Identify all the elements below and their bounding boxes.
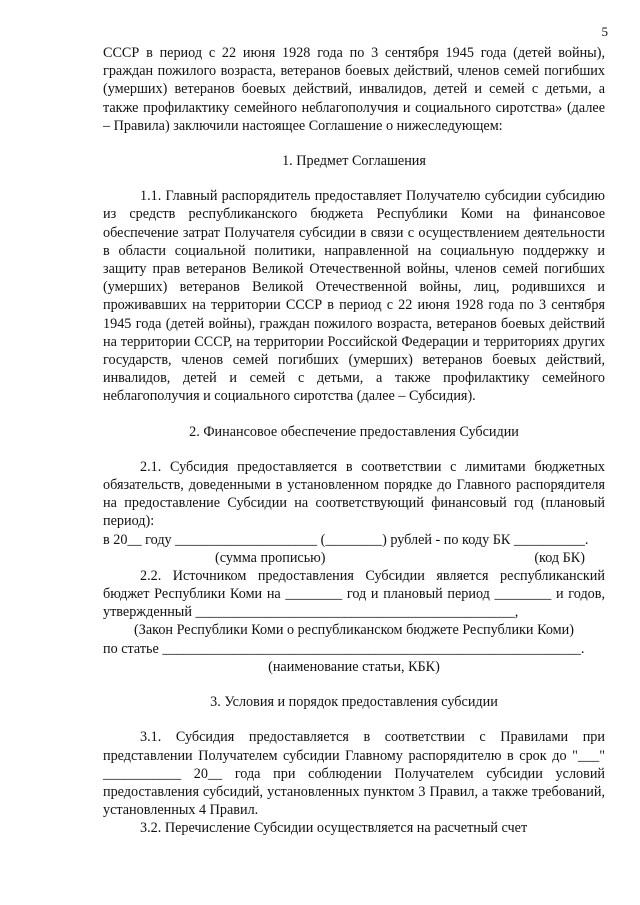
section-2-heading: 2. Финансовое обеспечение предоставления Субсидии [189,423,519,440]
paragraph-1-1: 1.1. Главный распорядитель предоставляет Получателю субсидии субсидию из средств республиканского бюджета Республики Коми на финансовое обеспечение затрат Получателя субсидии в связи с осуществлением деятельности в области социальной политики, направленной на социальную поддержку и защиту прав ветеранов Великой Отечественной войны, членов семей погибших (умерших) ветеранов Великой Отечественной войны, лиц, родившихся и проживавших на территории СССР в период с 22 июня 1928 года по 3 сентября 1945 года (детей войны), граждан пожилого возраста, ветеранов боевых действий на территории СССР, на территории Российской Федерации и территориях других государств, членов семей погибших (умерших) ветеранов боевых действий, инвалидов, детей и семей с детьми, а также профилактику семейного неблагополучия и социального сиротства (далее – Субсидия). [103,188,605,405]
law-caption: (Закон Республики Коми о республиканском бюджете Республики Коми) [134,622,574,639]
paragraph-2-2: 2.2. Источником предоставления Субсидии является республиканский бюджет Республики Коми на ________ год и плановый период ________ и годов, утвержденный _____________________________________________, [103,567,605,621]
section-3-heading: 3. Условия и порядок предоставления субсидии [210,694,498,711]
article-line: по статье ___________________________________________________________. [103,640,585,657]
article-caption: (наименование статьи, КБК) [268,658,440,675]
page-number: 5 [601,24,608,39]
paragraph-2-1: 2.1. Субсидия предоставляется в соответствии с лимитами бюджетных обязательств, доведенными в установленном порядке до Главного распорядителя на предоставление Субсидии на соответствующий финансовый год (плановый период): [103,458,605,530]
amount-captions [103,549,605,567]
document-body [103,44,605,838]
paragraph-3-1: 3.1. Субсидия предоставляется в соответствии с Правилами при представлении Получателем субсидии Главному распорядителю в срок до "___" ___________ 20__ года при соблюдении Получателем субсидии условий предоставления субсидий, установленных пунктом 3 Правил, а также требований, установленных 4 Правил. [103,729,605,819]
section-1-heading: 1. Предмет Соглашения [282,153,426,170]
paragraph-3-2: 3.2. Перечисление Субсидии осуществляется на расчетный счет [140,820,528,837]
amount-line: в 20__ году ____________________ (________) рублей - по коду БК __________. [103,531,589,548]
intro-paragraph: СССР в период с 22 июня 1928 года по 3 сентября 1945 года (детей войны), граждан пожилого возраста, ветеранов боевых действий, членов семей погибших (умерших) ветеранов боевых действий, инвалидов, детей и семей с детьми, а также профилактику семейного неблагополучия и социального сиротства» (далее – Правила) заключили настоящее Соглашение о нижеследующем: [103,45,605,134]
amount-caption-sum: (сумма прописью) [215,549,326,566]
amount-caption-code: (код БК) [534,549,585,566]
